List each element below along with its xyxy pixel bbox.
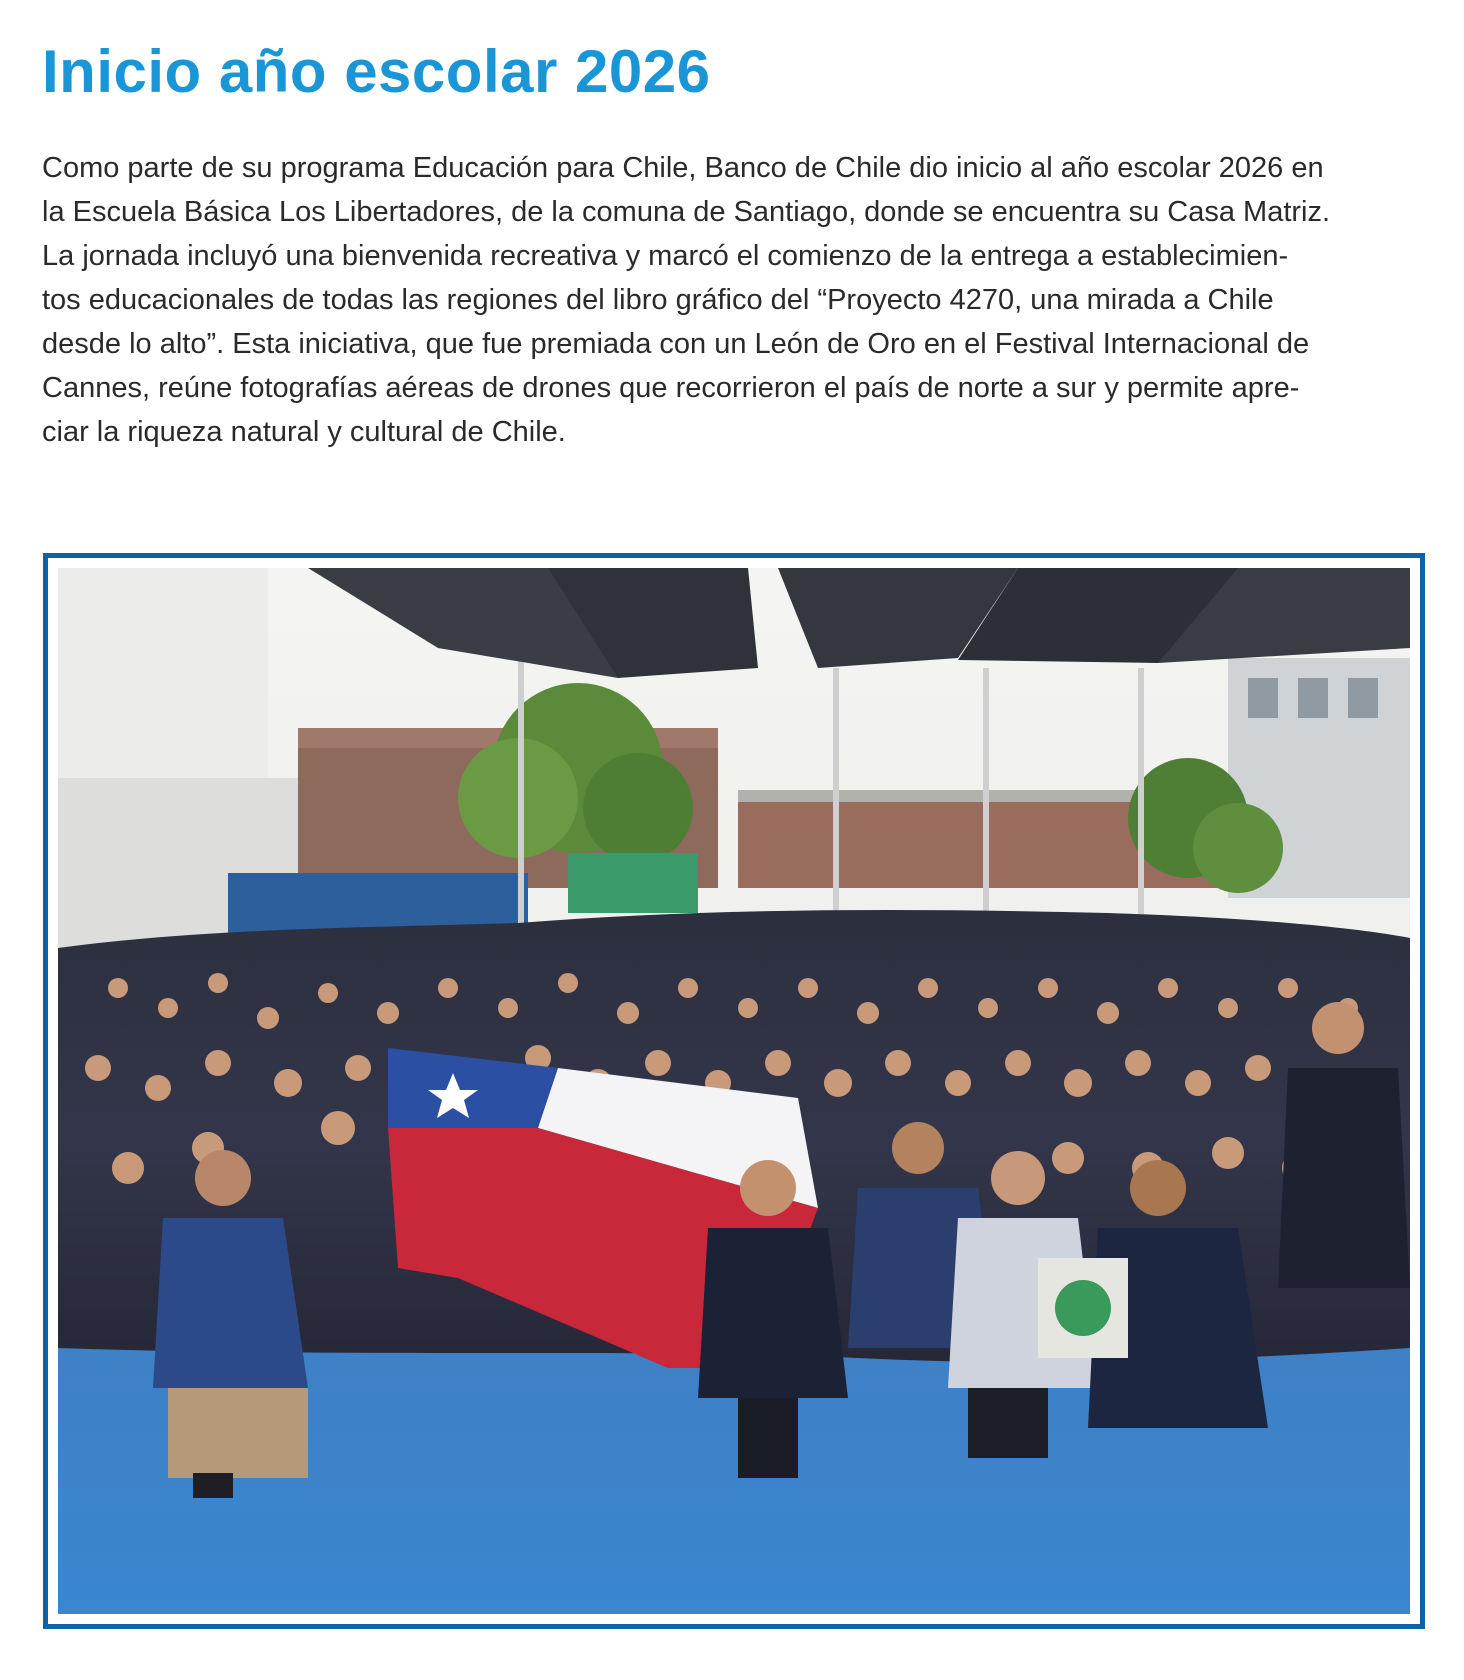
body-line: desde lo alto”. Esta iniciativa, que fue premiada con un León de Oro en el Festival Internacional de <box>42 328 1310 360</box>
body-line: la Escuela Básica Los Libertadores, de la comuna de Santiago, donde se encuentra su Casa Matriz. <box>42 196 1331 228</box>
article-body <box>42 146 1424 454</box>
photo-frame <box>43 553 1425 1629</box>
body-line: ciar la riqueza natural y cultural de Chile. <box>42 416 566 448</box>
article-headline: Inicio año escolar 2026 <box>42 38 711 105</box>
body-line: tos educacionales de todas las regiones del libro gráfico del “Proyecto 4270, una mirada a Chile <box>42 284 1274 316</box>
body-line: Cannes, reúne fotografías aéreas de drones que recorrieron el país de norte a sur y permite apre- <box>42 372 1300 404</box>
body-line: Como parte de su programa Educación para Chile, Banco de Chile dio inicio al año escolar 2026 en <box>42 152 1324 184</box>
group-photo <box>58 568 1410 1614</box>
body-line: La jornada incluyó una bienvenida recreativa y marcó el comienzo de la entrega a establecimien- <box>42 240 1289 272</box>
